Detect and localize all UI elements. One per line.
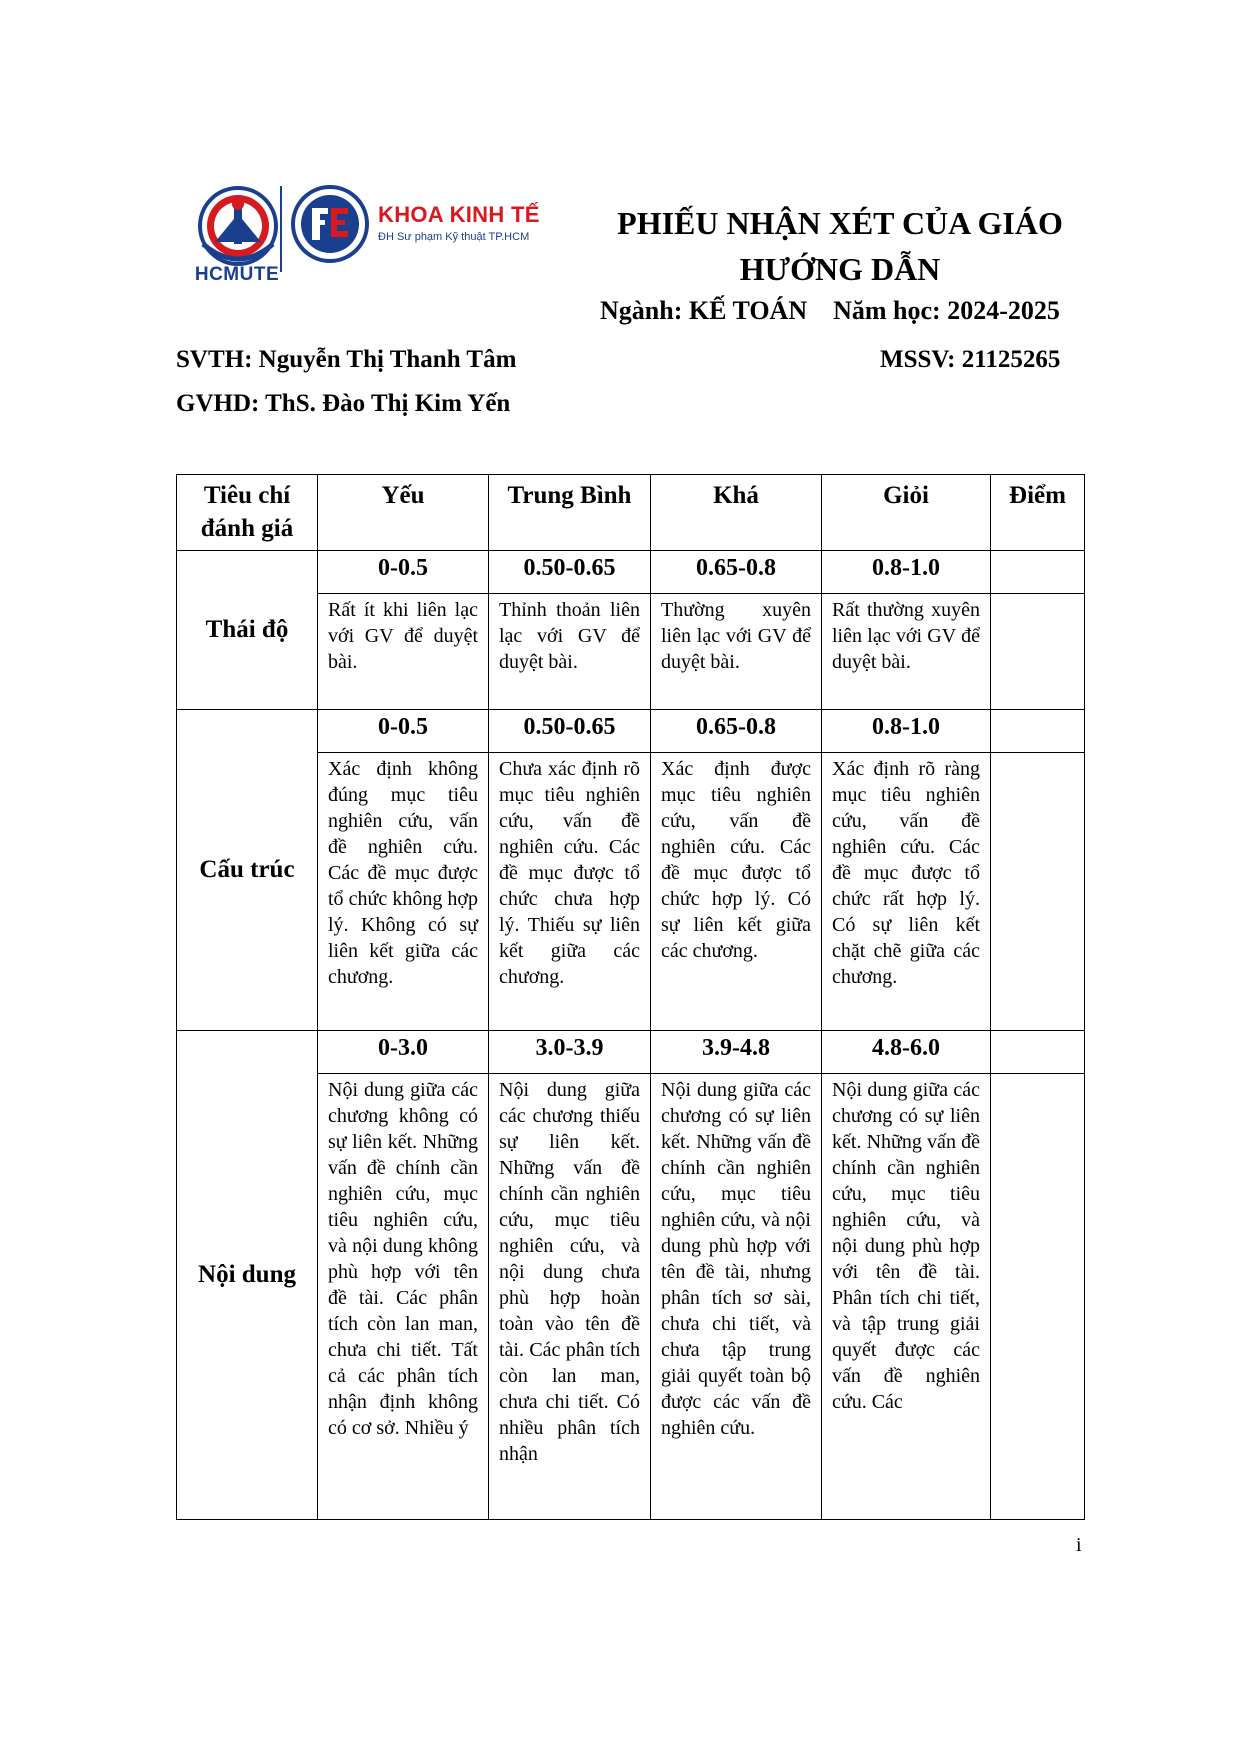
evaluation-rubric-table: [176, 474, 1085, 1520]
faculty-name: KHOA KINH TẾ: [378, 202, 540, 227]
description-cell: [489, 1074, 651, 1520]
description-cell: Thỉnh thoản liên lạc với GV để duyệt bài.: [489, 594, 651, 710]
header-criterion: Tiêu chí đánh giá: [177, 475, 318, 551]
major-label: Ngành: KẾ TOÁN: [600, 296, 808, 325]
hcmute-logo-text: HCMUTE: [194, 264, 280, 285]
description-cell: Chưa xác định rõ mục tiêu nghiên cứu, vấn đề nghiên cứu. Các đề mục được tổ chức chưa hợp lý. Thiếu sự liên kết giữa các chương.: [489, 753, 651, 1031]
criterion-structure: Cấu trúc: [177, 710, 318, 1031]
header-good: Khá: [651, 475, 822, 551]
range-cell: 4.8-6.0: [822, 1031, 991, 1074]
score-cell: [991, 551, 1085, 594]
description-cell: Xác định rõ ràng mục tiêu nghiên cứu, vấn đề nghiên cứu. Các đề mục được tổ chức rất hợp lý. Có sự liên kết chặt chẽ giữa các chương.: [822, 753, 991, 1031]
description-text: Nội dung giữa các chương không có sự liên kết. Những vấn đề chính cần nghiên cứu, mục tiêu nghiên cứu, và nội dung không phù hợp với tên đề tài. Các phân tích còn lan man, chưa chi tiết. Tất cả các phân tích nhận định không có cơ sở. Nhiều ý: [328, 1079, 478, 1439]
header-weak: Yếu: [318, 475, 489, 551]
description-cell: [318, 1074, 489, 1520]
score-cell: [991, 1031, 1085, 1074]
score-cell: [991, 594, 1085, 710]
student-id: MSSV: 21125265: [880, 346, 1061, 373]
range-cell: 0.8-1.0: [822, 551, 991, 594]
table-row: [177, 551, 1085, 594]
description-cell: [651, 1074, 822, 1520]
range-cell: 0-0.5: [318, 551, 489, 594]
range-cell: 0-0.5: [318, 710, 489, 753]
range-cell: 0.50-0.65: [489, 551, 651, 594]
description-cell: [822, 1074, 991, 1520]
description-cell: Rất thường xuyên liên lạc với GV để duyệt bài.: [822, 594, 991, 710]
major-year-line: [600, 296, 1060, 326]
range-cell: 0-3.0: [318, 1031, 489, 1074]
range-cell: 0.65-0.8: [651, 551, 822, 594]
faculty-subtitle: ĐH Sư phạm Kỹ thuật TP.HCM: [378, 231, 530, 243]
header-excellent: Giỏi: [822, 475, 991, 551]
student-name: SVTH: Nguyễn Thị Thanh Tâm: [176, 346, 517, 373]
table-header-row: [177, 475, 1085, 551]
score-cell: [991, 1074, 1085, 1520]
description-cell: Rất ít khi liên lạc với GV để duyệt bài.: [318, 594, 489, 710]
table-row: [177, 1031, 1085, 1074]
advisor-name: GVHD: ThS. Đào Thị Kim Yến: [176, 390, 511, 417]
school-year: Năm học: 2024-2025: [833, 296, 1060, 325]
description-text: Nội dung giữa các chương có sự liên kết. Những vấn đề chính cần nghiên cứu, mục tiêu nghiên cứu, và nội dung phù hợp với tên đề tài. Phân tích chi tiết, và tập trung giải quyết được các vấn đề nghiên cứu. Các: [832, 1079, 980, 1413]
table-row: [177, 710, 1085, 753]
score-cell: [991, 710, 1085, 753]
range-cell: 3.9-4.8: [651, 1031, 822, 1074]
faculty-economics-logo-icon: [290, 184, 370, 264]
description-cell: Xác định không đúng mục tiêu nghiên cứu, vấn đề nghiên cứu. Các đề mục được tổ chức không hợp lý. Không có sự liên kết giữa các chương.: [318, 753, 489, 1031]
range-cell: 0.8-1.0: [822, 710, 991, 753]
description-cell: Thường xuyên liên lạc với GV để duyệt bài.: [651, 594, 822, 710]
description-cell: Xác định được mục tiêu nghiên cứu, vấn đề nghiên cứu. Các đề mục được tổ chức hợp lý. Có sự liên kết giữa các chương.: [651, 753, 822, 1031]
description-text: Nội dung giữa các chương có sự liên kết. Những vấn đề chính cần nghiên cứu, mục tiêu nghiên cứu, và nội dung phù hợp với tên đề tài, nhưng phân tích sơ sài, chưa chi tiết, và chưa tập trung giải quyết toàn bộ được các vấn đề nghiên cứu.: [661, 1079, 811, 1439]
header-average: Trung Bình: [489, 475, 651, 551]
page-number: i: [1076, 1534, 1082, 1556]
range-cell: 3.0-3.9: [489, 1031, 651, 1074]
criterion-content: Nội dung: [177, 1031, 318, 1520]
range-cell: 0.65-0.8: [651, 710, 822, 753]
document-title: PHIẾU NHẬN XÉT CỦA GIÁO HƯỚNG DẪN: [617, 205, 1063, 287]
description-text: Nội dung giữa các chương thiếu sự liên kết. Những vấn đề chính cần nghiên cứu, mục tiêu nghiên cứu, và nội dung chưa phù hợp hoàn toàn vào tên đề tài. Các phân tích còn lan man, chưa chi tiết. Có nhiều phân tích nhận: [499, 1079, 640, 1465]
logo-divider: [280, 186, 282, 272]
header-score: Điểm: [991, 475, 1085, 551]
score-cell: [991, 753, 1085, 1031]
range-cell: 0.50-0.65: [489, 710, 651, 753]
criterion-attitude: Thái độ: [177, 551, 318, 710]
faculty-logo-block: [193, 180, 553, 290]
